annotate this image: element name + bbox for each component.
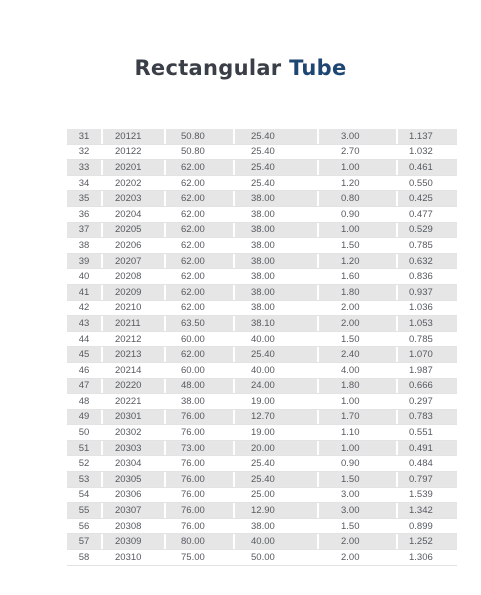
table-row: [67, 363, 457, 379]
table-row: [67, 129, 457, 145]
table-row: [67, 488, 457, 504]
width-cell: 76.00: [166, 488, 233, 504]
weight-cell: 0.797: [398, 472, 457, 488]
part-code-cell: 20206: [103, 238, 164, 254]
part-code-cell: 20201: [103, 160, 164, 176]
table-row: [67, 145, 457, 161]
part-code-cell: 20211: [103, 316, 164, 332]
weight-cell: 1.137: [398, 129, 457, 145]
width-cell: 62.00: [166, 254, 233, 270]
table-row: [67, 191, 457, 207]
weight-cell: 0.461: [398, 160, 457, 176]
table-row: [67, 503, 457, 519]
row-number-cell: 38: [67, 238, 101, 254]
width-cell: 62.00: [166, 301, 233, 317]
thickness-cell: 2.00: [319, 316, 396, 332]
table-row: [67, 534, 457, 550]
height-cell: 38.00: [235, 191, 317, 207]
row-number-cell: 33: [67, 160, 101, 176]
weight-cell: 0.632: [398, 254, 457, 270]
thickness-cell: 1.00: [319, 441, 396, 457]
height-cell: 25.40: [235, 176, 317, 192]
table-row: [67, 410, 457, 426]
thickness-cell: 0.90: [319, 456, 396, 472]
weight-cell: 1.342: [398, 503, 457, 519]
row-number-cell: 51: [67, 441, 101, 457]
height-cell: 38.00: [235, 223, 317, 239]
width-cell: 60.00: [166, 363, 233, 379]
weight-cell: 0.783: [398, 410, 457, 426]
part-code-cell: 20306: [103, 488, 164, 504]
weight-cell: 0.477: [398, 207, 457, 223]
thickness-cell: 1.80: [319, 285, 396, 301]
row-number-cell: 35: [67, 191, 101, 207]
table-body: [67, 129, 457, 566]
part-code-cell: 20209: [103, 285, 164, 301]
weight-cell: 0.666: [398, 379, 457, 395]
width-cell: 62.00: [166, 176, 233, 192]
weight-cell: 1.053: [398, 316, 457, 332]
table-row: [67, 425, 457, 441]
part-code-cell: 20304: [103, 456, 164, 472]
title-word-tube: Tube: [289, 56, 347, 80]
part-code-cell: 20207: [103, 254, 164, 270]
height-cell: 38.00: [235, 207, 317, 223]
height-cell: 25.40: [235, 129, 317, 145]
thickness-cell: 1.10: [319, 425, 396, 441]
part-code-cell: 20310: [103, 550, 164, 566]
weight-cell: 1.539: [398, 488, 457, 504]
weight-cell: 1.036: [398, 301, 457, 317]
part-code-cell: 20208: [103, 269, 164, 285]
weight-cell: 0.836: [398, 269, 457, 285]
part-code-cell: 20303: [103, 441, 164, 457]
height-cell: 12.70: [235, 410, 317, 426]
height-cell: 38.10: [235, 316, 317, 332]
part-code-cell: 20205: [103, 223, 164, 239]
thickness-cell: 2.00: [319, 301, 396, 317]
row-number-cell: 46: [67, 363, 101, 379]
thickness-cell: 1.50: [319, 332, 396, 348]
part-code-cell: 20122: [103, 145, 164, 161]
table-row: [67, 332, 457, 348]
row-number-cell: 37: [67, 223, 101, 239]
part-code-cell: 20210: [103, 301, 164, 317]
height-cell: 25.40: [235, 347, 317, 363]
thickness-cell: 2.40: [319, 347, 396, 363]
weight-cell: 0.484: [398, 456, 457, 472]
part-code-cell: 20121: [103, 129, 164, 145]
height-cell: 25.00: [235, 488, 317, 504]
weight-cell: 0.785: [398, 332, 457, 348]
height-cell: 38.00: [235, 519, 317, 535]
weight-cell: 0.937: [398, 285, 457, 301]
thickness-cell: 1.50: [319, 472, 396, 488]
weight-cell: 1.252: [398, 534, 457, 550]
height-cell: 25.40: [235, 160, 317, 176]
thickness-cell: 1.00: [319, 223, 396, 239]
table-row: [67, 269, 457, 285]
row-number-cell: 32: [67, 145, 101, 161]
row-number-cell: 42: [67, 301, 101, 317]
height-cell: 38.00: [235, 301, 317, 317]
weight-cell: 1.070: [398, 347, 457, 363]
row-number-cell: 52: [67, 456, 101, 472]
table-row: [67, 472, 457, 488]
thickness-cell: 4.00: [319, 363, 396, 379]
row-number-cell: 55: [67, 503, 101, 519]
part-code-cell: 20302: [103, 425, 164, 441]
thickness-cell: 2.70: [319, 145, 396, 161]
table-row: [67, 394, 457, 410]
part-code-cell: 20214: [103, 363, 164, 379]
weight-cell: 0.785: [398, 238, 457, 254]
width-cell: 48.00: [166, 379, 233, 395]
width-cell: 62.00: [166, 223, 233, 239]
part-code-cell: 20221: [103, 394, 164, 410]
width-cell: 76.00: [166, 519, 233, 535]
thickness-cell: 1.70: [319, 410, 396, 426]
thickness-cell: 3.00: [319, 503, 396, 519]
height-cell: 19.00: [235, 394, 317, 410]
thickness-cell: 3.00: [319, 488, 396, 504]
row-number-cell: 45: [67, 347, 101, 363]
weight-cell: 0.491: [398, 441, 457, 457]
weight-cell: 1.306: [398, 550, 457, 566]
part-code-cell: 20220: [103, 379, 164, 395]
thickness-cell: 0.80: [319, 191, 396, 207]
thickness-cell: 2.00: [319, 550, 396, 566]
width-cell: 62.00: [166, 347, 233, 363]
width-cell: 62.00: [166, 285, 233, 301]
table-row: [67, 379, 457, 395]
thickness-cell: 3.00: [319, 129, 396, 145]
table-row: [67, 285, 457, 301]
width-cell: 50.80: [166, 145, 233, 161]
row-number-cell: 57: [67, 534, 101, 550]
table-row: [67, 160, 457, 176]
width-cell: 80.00: [166, 534, 233, 550]
thickness-cell: 1.60: [319, 269, 396, 285]
row-number-cell: 41: [67, 285, 101, 301]
part-code-cell: 20202: [103, 176, 164, 192]
table-row: [67, 176, 457, 192]
height-cell: 38.00: [235, 285, 317, 301]
thickness-cell: 1.00: [319, 160, 396, 176]
thickness-cell: 0.90: [319, 207, 396, 223]
page-title: [0, 56, 481, 80]
table-row: [67, 456, 457, 472]
height-cell: 20.00: [235, 441, 317, 457]
row-number-cell: 48: [67, 394, 101, 410]
width-cell: 76.00: [166, 472, 233, 488]
row-number-cell: 56: [67, 519, 101, 535]
part-code-cell: 20308: [103, 519, 164, 535]
width-cell: 76.00: [166, 503, 233, 519]
height-cell: 12.90: [235, 503, 317, 519]
width-cell: 76.00: [166, 410, 233, 426]
weight-cell: 0.551: [398, 425, 457, 441]
width-cell: 62.00: [166, 269, 233, 285]
width-cell: 76.00: [166, 456, 233, 472]
table-row: [67, 550, 457, 566]
part-code-cell: 20213: [103, 347, 164, 363]
width-cell: 62.00: [166, 160, 233, 176]
weight-cell: 1.987: [398, 363, 457, 379]
row-number-cell: 44: [67, 332, 101, 348]
table-row: [67, 301, 457, 317]
row-number-cell: 31: [67, 129, 101, 145]
table-row: [67, 441, 457, 457]
height-cell: 25.40: [235, 145, 317, 161]
width-cell: 50.80: [166, 129, 233, 145]
weight-cell: 0.529: [398, 223, 457, 239]
weight-cell: 0.425: [398, 191, 457, 207]
weight-cell: 0.297: [398, 394, 457, 410]
weight-cell: 0.899: [398, 519, 457, 535]
width-cell: 76.00: [166, 425, 233, 441]
height-cell: 25.40: [235, 472, 317, 488]
width-cell: 75.00: [166, 550, 233, 566]
table-row: [67, 207, 457, 223]
height-cell: 25.40: [235, 456, 317, 472]
thickness-cell: 1.50: [319, 519, 396, 535]
row-number-cell: 54: [67, 488, 101, 504]
rectangular-tube-table: [67, 129, 457, 566]
thickness-cell: 1.00: [319, 394, 396, 410]
height-cell: 40.00: [235, 332, 317, 348]
part-code-cell: 20305: [103, 472, 164, 488]
thickness-cell: 1.20: [319, 254, 396, 270]
part-code-cell: 20204: [103, 207, 164, 223]
width-cell: 62.00: [166, 191, 233, 207]
row-number-cell: 39: [67, 254, 101, 270]
weight-cell: 0.550: [398, 176, 457, 192]
row-number-cell: 58: [67, 550, 101, 566]
row-number-cell: 43: [67, 316, 101, 332]
width-cell: 38.00: [166, 394, 233, 410]
title-word-rectangular: Rectangular: [134, 56, 282, 80]
width-cell: 62.00: [166, 207, 233, 223]
table-row: [67, 254, 457, 270]
thickness-cell: 1.20: [319, 176, 396, 192]
height-cell: 38.00: [235, 238, 317, 254]
part-code-cell: 20309: [103, 534, 164, 550]
row-number-cell: 40: [67, 269, 101, 285]
row-number-cell: 34: [67, 176, 101, 192]
table-row: [67, 316, 457, 332]
part-code-cell: 20212: [103, 332, 164, 348]
table-row: [67, 223, 457, 239]
table-row: [67, 347, 457, 363]
row-number-cell: 47: [67, 379, 101, 395]
height-cell: 19.00: [235, 425, 317, 441]
thickness-cell: 1.50: [319, 238, 396, 254]
height-cell: 50.00: [235, 550, 317, 566]
part-code-cell: 20307: [103, 503, 164, 519]
height-cell: 40.00: [235, 363, 317, 379]
height-cell: 40.00: [235, 534, 317, 550]
thickness-cell: 2.00: [319, 534, 396, 550]
height-cell: 38.00: [235, 269, 317, 285]
row-number-cell: 49: [67, 410, 101, 426]
thickness-cell: 1.80: [319, 379, 396, 395]
height-cell: 24.00: [235, 379, 317, 395]
row-number-cell: 36: [67, 207, 101, 223]
weight-cell: 1.032: [398, 145, 457, 161]
row-number-cell: 53: [67, 472, 101, 488]
height-cell: 38.00: [235, 254, 317, 270]
table-row: [67, 519, 457, 535]
width-cell: 62.00: [166, 238, 233, 254]
part-code-cell: 20301: [103, 410, 164, 426]
width-cell: 63.50: [166, 316, 233, 332]
width-cell: 73.00: [166, 441, 233, 457]
table-row: [67, 238, 457, 254]
width-cell: 60.00: [166, 332, 233, 348]
row-number-cell: 50: [67, 425, 101, 441]
part-code-cell: 20203: [103, 191, 164, 207]
